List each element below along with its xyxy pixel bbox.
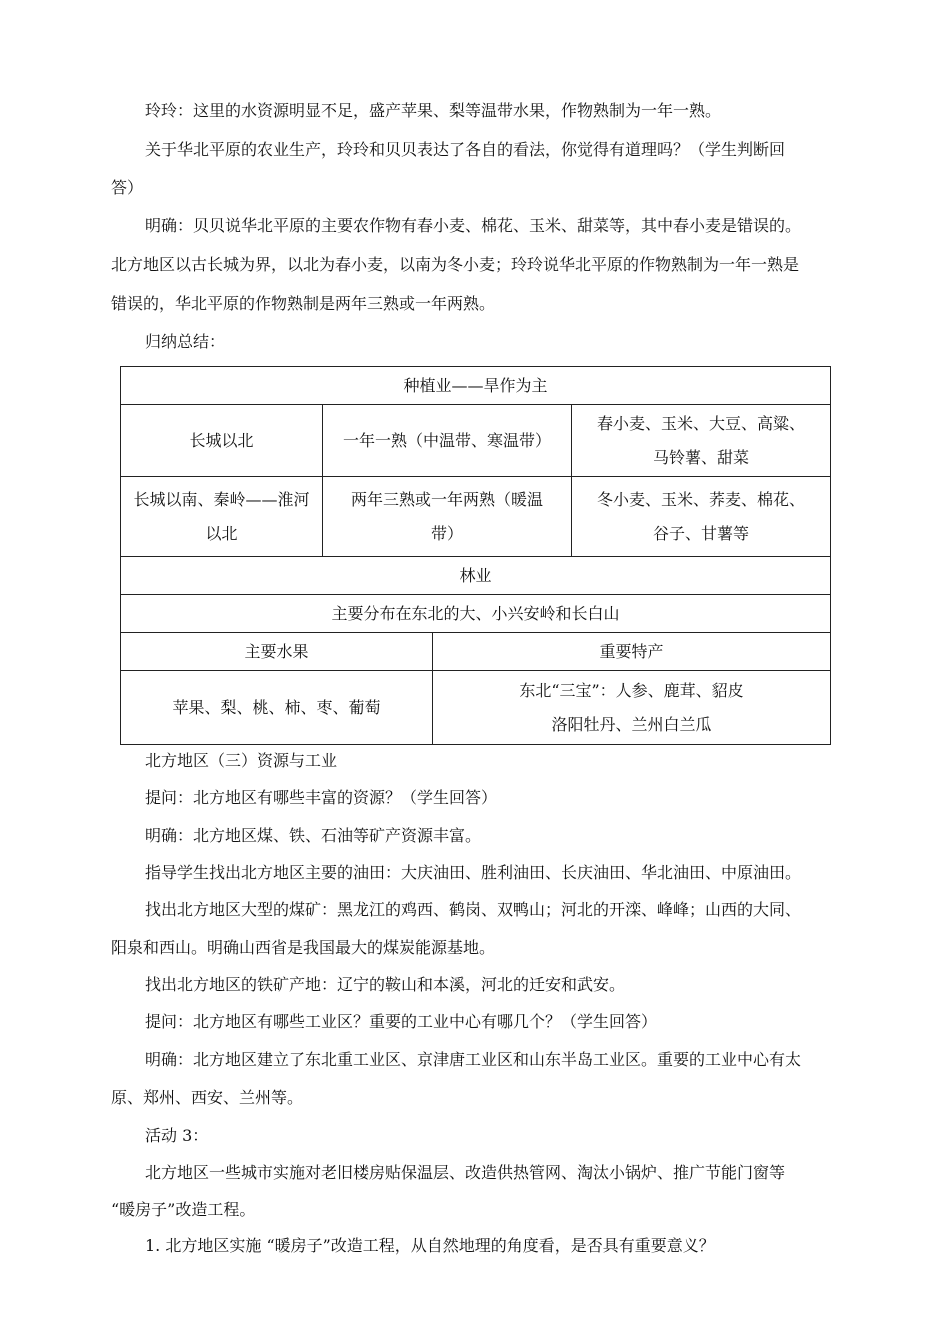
cropping-system-two-line1: 两年三熟或一年两熟（暖温	[350, 489, 543, 509]
paragraph-question-line2: 答）	[111, 178, 144, 197]
summary-table	[120, 366, 831, 745]
paragraph-question-line1: 关于华北平原的农业生产，玲玲和贝贝表达了各自的看法，你觉得有道理吗？（学生判断回	[145, 140, 786, 159]
cropping-system-two	[323, 477, 572, 557]
crops-south-line1: 冬小麦、玉米、荞麦、棉花、	[596, 489, 805, 509]
paragraph-industry-question: 提问：北方地区有哪些工业区？重要的工业中心有哪几个？（学生回答）	[145, 1012, 658, 1031]
cropping-system-two-line2: 带）	[430, 523, 463, 543]
specialty-line2: 洛阳牡丹、兰州白兰瓜	[551, 714, 712, 734]
paragraph-answer-line1: 明确：贝贝说华北平原的主要农作物有春小麦、棉花、玉米、甜菜等，其中春小麦是错误的。	[145, 216, 802, 235]
fruit-header: 主要水果	[121, 633, 433, 671]
region-south-line1: 长城以南、秦岭——淮河	[133, 489, 310, 509]
paragraph-coal-line2: 阳泉和西山。明确山西省是我国最大的煤炭能源基地。	[111, 938, 496, 957]
paragraph-activity-line2: “暖房子”改造工程。	[111, 1200, 256, 1219]
region-south-line2: 以北	[205, 523, 238, 543]
fruit-list: 苹果、梨、桃、柿、枣、葡萄	[121, 671, 433, 745]
crops-south	[572, 477, 831, 557]
forestry-text: 主要分布在东北的大、小兴安岭和长白山	[121, 595, 831, 633]
crops-south-line2: 谷子、甘薯等	[652, 523, 749, 543]
paragraph-oilfields: 指导学生找出北方地区主要的油田：大庆油田、胜利油田、长庆油田、华北油田、中原油田。	[145, 863, 802, 882]
specialty-header: 重要特产	[433, 633, 831, 671]
specialty-line1: 东北“三宝”：人参、鹿茸、貂皮	[519, 680, 744, 700]
paragraph-resources-question: 提问：北方地区有哪些丰富的资源？（学生回答）	[145, 788, 498, 807]
question-1: 1. 北方地区实施 “暖房子”改造工程，从自然地理的角度看，是否具有重要意义？	[145, 1236, 715, 1255]
paragraph-industry-line2: 原、郑州、西安、兰州等。	[111, 1088, 304, 1107]
section-heading-resources: 北方地区（三）资源与工业	[145, 751, 338, 770]
cropping-system-one: 一年一熟（中温带、寒温带）	[323, 405, 572, 477]
activity-label: 活动 3：	[145, 1126, 209, 1145]
region-south-of-wall	[121, 477, 323, 557]
summary-label: 归纳总结：	[145, 332, 226, 351]
paragraph-coal-line1: 找出北方地区大型的煤矿：黑龙江的鸡西、鹤岗、双鸭山；河北的开滦、峰峰；山西的大同、	[145, 900, 802, 919]
paragraph-iron: 找出北方地区的铁矿产地：辽宁的鞍山和本溪，河北的迁安和武安。	[145, 975, 626, 994]
crops-north-line2: 马铃薯、甜菜	[652, 447, 749, 467]
paragraph-industry-line1: 明确：北方地区建立了东北重工业区、京津唐工业区和山东半岛工业区。重要的工业中心有太	[145, 1050, 802, 1069]
paragraph-answer-line2: 北方地区以古长城为界，以北为春小麦，以南为冬小麦；玲玲说华北平原的作物熟制为一年一熟是	[111, 255, 800, 274]
crops-north	[572, 405, 831, 477]
paragraph-activity-line1: 北方地区一些城市实施对老旧楼房贴保温层、改造供热管网、淘汰小锅炉、推广节能门窗等	[145, 1163, 786, 1182]
forestry-header: 林业	[121, 557, 831, 595]
paragraph-answer-line3: 错误的，华北平原的作物熟制是两年三熟或一年两熟。	[111, 294, 496, 313]
paragraph-lingling: 玲玲：这里的水资源明显不足，盛产苹果、梨等温带水果，作物熟制为一年一熟。	[145, 101, 722, 120]
planting-header: 种植业——旱作为主	[121, 367, 831, 405]
region-north-of-wall: 长城以北	[121, 405, 323, 477]
crops-north-line1: 春小麦、玉米、大豆、高粱、	[596, 413, 805, 433]
paragraph-resources-answer: 明确：北方地区煤、铁、石油等矿产资源丰富。	[145, 826, 482, 845]
specialty-list	[433, 671, 831, 745]
